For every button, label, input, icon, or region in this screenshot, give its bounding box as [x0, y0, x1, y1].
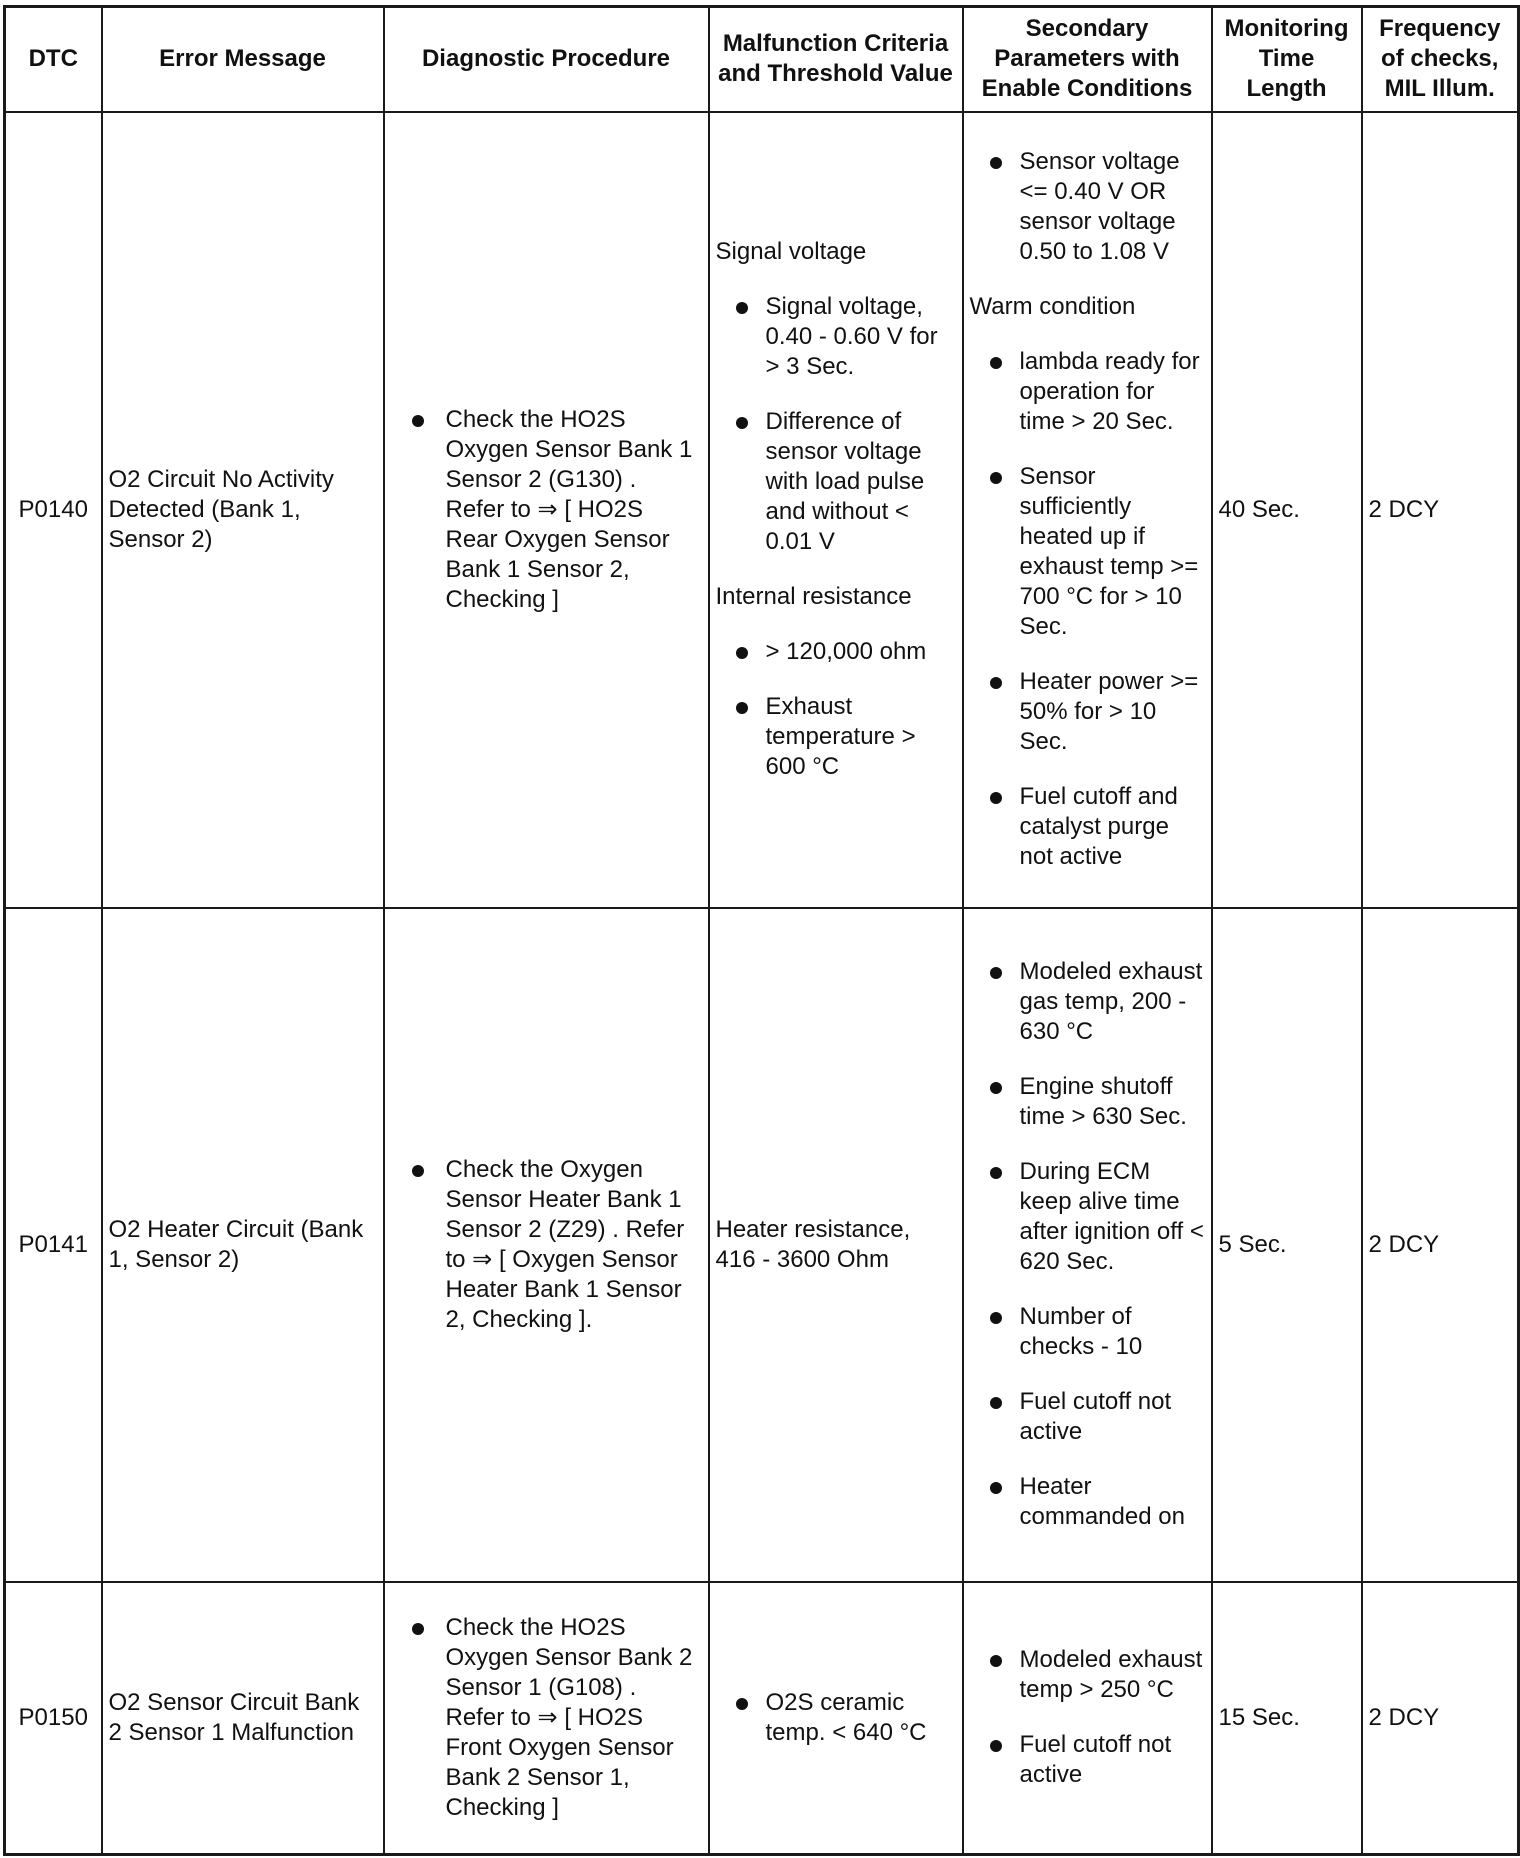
- bullet-icon: [990, 1312, 1002, 1324]
- list-item: [970, 1072, 1205, 1132]
- list-item: [970, 1157, 1205, 1277]
- error-message: O2 Circuit No Activity Detected (Bank 1, Sensor 2): [102, 112, 384, 908]
- bullet-icon: [990, 357, 1002, 369]
- diagnostic-procedure: [384, 112, 709, 908]
- diagnostic-procedure: [384, 1582, 709, 1855]
- procedure-text: Check the Oxygen Sensor Heater Bank 1 Sensor 2 (Z29) . Refer to ⇒ [ Oxygen Sensor Heater Bank 1 Sensor 2, Checking ].: [445, 1155, 685, 1333]
- list-item: [970, 1387, 1205, 1447]
- secondary-item: Modeled exhaust temp > 250 °C: [1019, 1646, 1203, 1704]
- secondary-item: Number of checks - 10: [1019, 1303, 1143, 1360]
- table-row: [5, 908, 1519, 1582]
- list-item: [391, 1613, 702, 1823]
- secondary-parameters: [963, 1582, 1212, 1855]
- criteria-item: > 120,000 ohm: [765, 638, 927, 665]
- secondary-item: Fuel cutoff not active: [1019, 1731, 1172, 1789]
- secondary-item: During ECM keep alive time after ignition off < 620 Sec.: [1019, 1158, 1204, 1275]
- procedure-text: Check the HO2S Oxygen Sensor Bank 1 Sensor 2 (G130) . Refer to ⇒ [ HO2S Rear Oxygen Sensor Bank 1 Sensor 2, Checking ]: [445, 405, 693, 613]
- secondary-label: Warm condition: [969, 293, 1136, 320]
- bullet-icon: [990, 792, 1002, 804]
- header-frequency: Frequency of checks, MIL Illum.: [1362, 7, 1519, 112]
- bullet-icon: [990, 1167, 1002, 1179]
- bullet-icon: [990, 967, 1002, 979]
- bullet-icon: [736, 1698, 748, 1710]
- list-item: [970, 957, 1205, 1047]
- list-item: [716, 637, 956, 667]
- bullet-icon: [990, 472, 1002, 484]
- dtc-code: P0150: [5, 1582, 102, 1855]
- header-malfunction-criteria: Malfunction Criteria and Threshold Value: [709, 7, 963, 112]
- malfunction-criteria: [709, 1582, 963, 1855]
- frequency: 2 DCY: [1362, 1582, 1519, 1855]
- criteria-item: Difference of sensor voltage with load pulse and without < 0.01 V: [765, 408, 925, 555]
- header-error-message: Error Message: [102, 7, 384, 112]
- dtc-code: P0141: [5, 908, 102, 1582]
- bullet-icon: [990, 677, 1002, 689]
- bullet-icon: [736, 302, 748, 314]
- bullet-icon: [990, 1655, 1002, 1667]
- bullet-icon: [736, 417, 748, 429]
- criteria-item: Exhaust temperature > 600 °C: [765, 693, 916, 780]
- bullet-icon: [990, 1740, 1002, 1752]
- dtc-table: [3, 5, 1520, 1856]
- list-item: [391, 1155, 702, 1335]
- bullet-icon: [736, 702, 748, 714]
- frequency: 2 DCY: [1362, 112, 1519, 908]
- error-message: O2 Heater Circuit (Bank 1, Sensor 2): [102, 908, 384, 1582]
- malfunction-criteria: Heater resistance, 416 - 3600 Ohm: [709, 908, 963, 1582]
- secondary-item: Heater power >= 50% for > 10 Sec.: [1019, 668, 1199, 755]
- secondary-item: Heater commanded on: [1019, 1473, 1185, 1530]
- criteria-item: Signal voltage, 0.40 - 0.60 V for > 3 Sec.: [765, 293, 938, 380]
- bullet-icon: [412, 415, 424, 427]
- bullet-icon: [990, 1482, 1002, 1494]
- table-row: [5, 112, 1519, 908]
- diagnostic-procedure: [384, 908, 709, 1582]
- dtc-code: P0140: [5, 112, 102, 908]
- procedure-text: Check the HO2S Oxygen Sensor Bank 2 Sensor 1 (G108) . Refer to ⇒ [ HO2S Front Oxygen Sensor Bank 2 Sensor 1, Checking ]: [445, 1613, 693, 1821]
- list-item: [970, 462, 1205, 642]
- header-row: [5, 7, 1519, 112]
- secondary-parameters: [963, 908, 1212, 1582]
- list-item: [716, 292, 956, 382]
- monitoring-time: 40 Sec.: [1212, 112, 1362, 908]
- malfunction-criteria: [709, 112, 963, 908]
- list-item: [970, 147, 1205, 267]
- criteria-label: Internal resistance: [715, 583, 912, 610]
- list-item: [391, 405, 702, 615]
- secondary-item: lambda ready for operation for time > 20 Sec.: [1019, 348, 1200, 435]
- monitoring-time: 5 Sec.: [1212, 908, 1362, 1582]
- list-item: [716, 407, 956, 557]
- secondary-item: Sensor voltage <= 0.40 V OR sensor voltage 0.50 to 1.08 V: [1019, 148, 1180, 265]
- header-diagnostic-procedure: Diagnostic Procedure: [384, 7, 709, 112]
- list-item: [970, 782, 1205, 872]
- error-message: O2 Sensor Circuit Bank 2 Sensor 1 Malfunction: [102, 1582, 384, 1855]
- header-monitoring-time: Monitoring Time Length: [1212, 7, 1362, 112]
- secondary-item: Fuel cutoff not active: [1019, 1388, 1172, 1445]
- bullet-icon: [990, 157, 1002, 169]
- header-secondary-parameters: Secondary Parameters with Enable Conditions: [963, 7, 1212, 112]
- list-item: [970, 1302, 1205, 1362]
- bullet-icon: [990, 1397, 1002, 1409]
- list-item: [970, 347, 1205, 437]
- list-item: [970, 1472, 1205, 1532]
- list-item: [716, 1688, 956, 1748]
- secondary-item: Modeled exhaust gas temp, 200 - 630 °C: [1019, 958, 1203, 1045]
- secondary-item: Engine shutoff time > 630 Sec.: [1019, 1073, 1187, 1130]
- table-row: [5, 1582, 1519, 1855]
- list-item: [970, 1730, 1205, 1790]
- bullet-icon: [990, 1082, 1002, 1094]
- frequency: 2 DCY: [1362, 908, 1519, 1582]
- header-dtc: DTC: [5, 7, 102, 112]
- bullet-icon: [412, 1165, 424, 1177]
- list-item: [970, 1645, 1205, 1705]
- list-item: [970, 667, 1205, 757]
- monitoring-time: 15 Sec.: [1212, 1582, 1362, 1855]
- secondary-item: Sensor sufficiently heated up if exhaust temp >= 700 °C for > 10 Sec.: [1019, 463, 1199, 640]
- secondary-item: Fuel cutoff and catalyst purge not active: [1019, 783, 1178, 870]
- bullet-icon: [736, 647, 748, 659]
- criteria-item: O2S ceramic temp. < 640 °C: [765, 1688, 927, 1746]
- secondary-parameters: [963, 112, 1212, 908]
- list-item: [716, 692, 956, 782]
- bullet-icon: [412, 1623, 424, 1635]
- criteria-label: Signal voltage: [715, 238, 867, 265]
